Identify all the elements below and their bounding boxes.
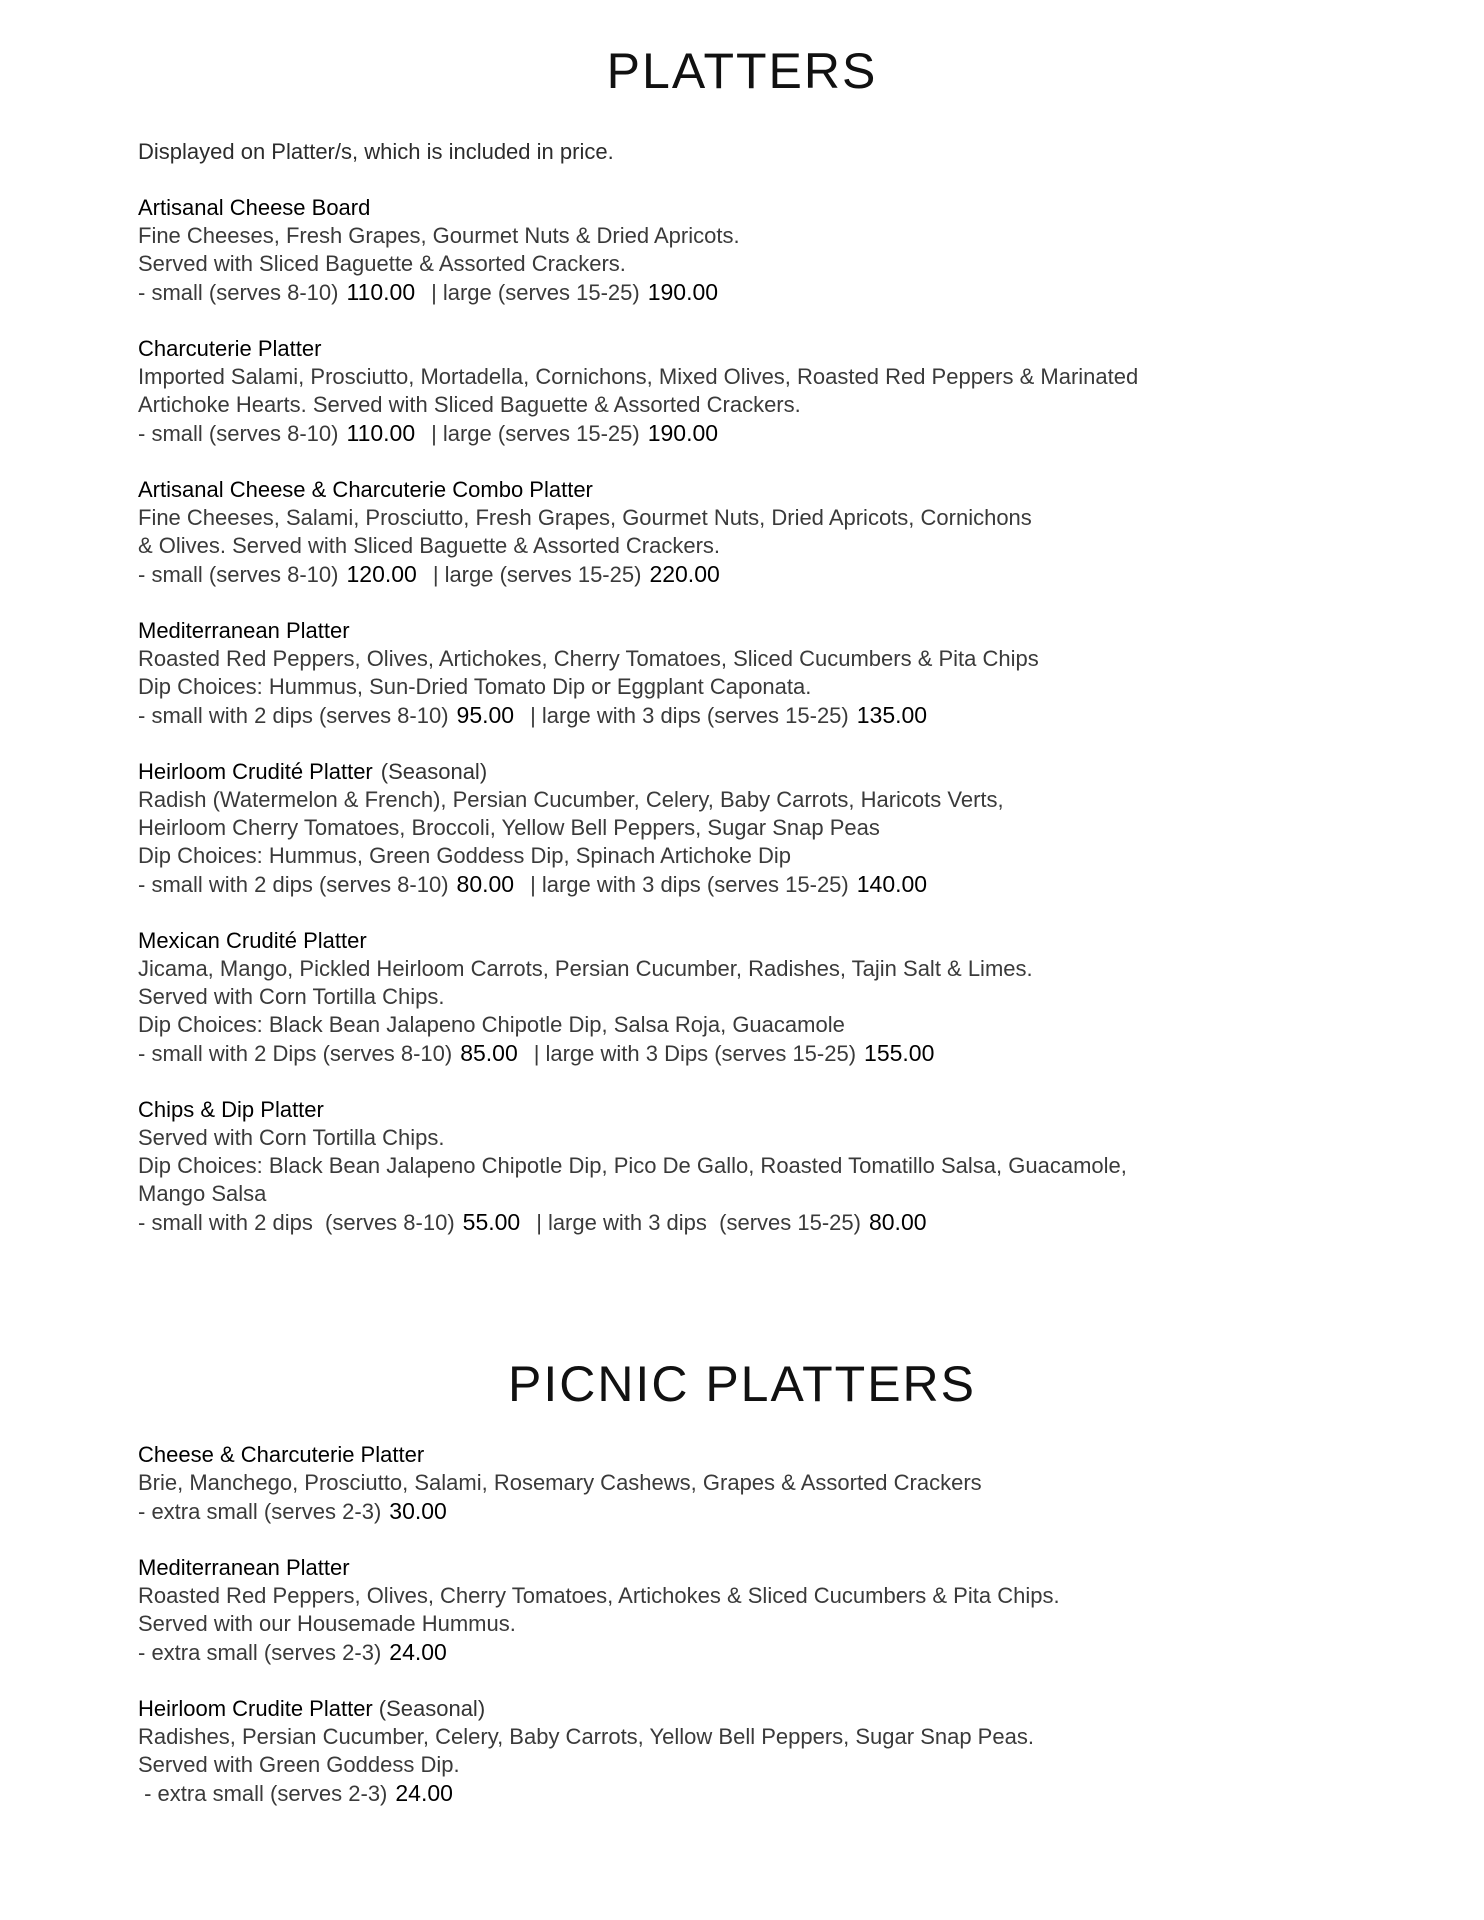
item-title: Charcuterie Platter — [138, 336, 322, 361]
small-price: 120.00 — [346, 561, 417, 587]
menu-item — [138, 1441, 1338, 1526]
platters-list — [138, 194, 1338, 1237]
menu-item — [138, 335, 1338, 448]
price-line — [138, 278, 1338, 307]
item-title: Mediterranean Platter — [138, 1555, 350, 1580]
menu-item — [138, 1554, 1338, 1667]
menu-item — [138, 927, 1338, 1068]
menu-item — [138, 1695, 1338, 1808]
item-description: Served with Sliced Baguette & Assorted Crackers. — [138, 251, 626, 276]
large-size-label: large (serves 15-25) — [442, 421, 640, 446]
price-line — [138, 419, 1338, 448]
small-price: 110.00 — [346, 279, 416, 305]
item-title: Cheese & Charcuterie Platter — [138, 1442, 425, 1467]
large-price: 190.00 — [647, 420, 719, 446]
item-description: Dip Choices: Black Bean Jalapeno Chipotle Dip, Salsa Roja, Guacamole — [138, 1012, 845, 1037]
item-description: Roasted Red Peppers, Olives, Artichokes, Cherry Tomatoes, Sliced Cucumbers & Pita Chips — [138, 646, 1039, 671]
size-label: - extra small (serves 2-3) — [138, 1499, 382, 1524]
item-description: Fine Cheeses, Fresh Grapes, Gourmet Nuts & Dried Apricots. — [138, 223, 740, 248]
item-description: Dip Choices: Black Bean Jalapeno Chipotle Dip, Pico De Gallo, Roasted Tomatillo Salsa, Guacamole, — [138, 1153, 1127, 1178]
menu-item — [138, 1096, 1338, 1237]
item-description: Roasted Red Peppers, Olives, Cherry Tomatoes, Artichokes & Sliced Cucumbers & Pita Chips. — [138, 1583, 1060, 1608]
menu-item — [138, 758, 1338, 899]
large-size-label: large with 3 dips (serves 15-25) — [541, 872, 849, 897]
large-price: 155.00 — [864, 1040, 935, 1066]
small-price: 55.00 — [462, 1209, 521, 1235]
separator: | — [432, 562, 439, 587]
item-description: Artichoke Hearts. Served with Sliced Baguette & Assorted Crackers. — [138, 392, 801, 417]
platters-intro: Displayed on Platter/s, which is included in price. — [138, 139, 614, 164]
item-description: Radishes, Persian Cucumber, Celery, Baby Carrots, Yellow Bell Peppers, Sugar Snap Peas. — [138, 1724, 1034, 1749]
seasonal-note: (Seasonal) — [378, 1696, 486, 1721]
price-line — [138, 701, 1338, 730]
item-title: Heirloom Crudité Platter — [138, 759, 373, 784]
small-size-label: - small with 2 Dips (serves 8-10) — [138, 1041, 453, 1066]
large-size-label: large (serves 15-25) — [444, 562, 642, 587]
item-description: Imported Salami, Prosciutto, Mortadella, Cornichons, Mixed Olives, Roasted Red Peppers & Marinated — [138, 364, 1139, 389]
large-size-label: large with 3 dips (serves 15-25) — [547, 1210, 861, 1235]
item-description: Served with Corn Tortilla Chips. — [138, 1125, 445, 1150]
price-line — [138, 1039, 1338, 1068]
item-description: Served with Corn Tortilla Chips. — [138, 984, 445, 1009]
price-line — [138, 870, 1338, 899]
price: 24.00 — [389, 1639, 447, 1665]
item-description: Fine Cheeses, Salami, Prosciutto, Fresh Grapes, Gourmet Nuts, Dried Apricots, Cornichons — [138, 505, 1032, 530]
item-title: Mexican Crudité Platter — [138, 928, 367, 953]
separator: | — [431, 280, 437, 305]
item-description: Dip Choices: Hummus, Green Goddess Dip, Spinach Artichoke Dip — [138, 843, 791, 868]
large-size-label: large with 3 Dips (serves 15-25) — [545, 1041, 857, 1066]
price-line — [138, 1497, 1338, 1526]
separator: | — [530, 703, 536, 728]
small-price: 95.00 — [456, 702, 515, 728]
item-description: Radish (Watermelon & French), Persian Cucumber, Celery, Baby Carrots, Haricots Verts, — [138, 787, 1004, 812]
item-description: Brie, Manchego, Prosciutto, Salami, Rosemary Cashews, Grapes & Assorted Crackers — [138, 1470, 982, 1495]
item-description: Dip Choices: Hummus, Sun-Dried Tomato Dip or Eggplant Caponata. — [138, 674, 812, 699]
price: 30.00 — [389, 1498, 447, 1524]
large-price: 140.00 — [856, 871, 928, 897]
item-description: & Olives. Served with Sliced Baguette & Assorted Crackers. — [138, 533, 721, 558]
price-line — [138, 1208, 1338, 1237]
small-size-label: - small with 2 dips (serves 8-10) — [138, 703, 449, 728]
separator: | — [533, 1041, 540, 1066]
small-size-label: - small with 2 dips (serves 8-10) — [138, 1210, 455, 1235]
platters-heading: PLATTERS — [606, 43, 878, 99]
large-size-label: large with 3 dips (serves 15-25) — [541, 703, 849, 728]
large-price: 190.00 — [647, 279, 719, 305]
small-size-label: - small (serves 8-10) — [138, 280, 339, 305]
menu-item — [138, 194, 1338, 307]
small-size-label: - small (serves 8-10) — [138, 562, 339, 587]
price: 24.00 — [395, 1780, 453, 1806]
item-description: Mango Salsa — [138, 1181, 267, 1206]
price-line — [138, 1779, 1338, 1808]
item-title: Mediterranean Platter — [138, 618, 350, 643]
price-line — [138, 1638, 1338, 1667]
item-title: Chips & Dip Platter — [138, 1097, 324, 1122]
small-price: 80.00 — [456, 871, 515, 897]
item-description: Jicama, Mango, Pickled Heirloom Carrots, Persian Cucumber, Radishes, Tajin Salt & Limes. — [138, 956, 1033, 981]
item-description: Served with Green Goddess Dip. — [138, 1752, 460, 1777]
item-title: Heirloom Crudite Platter — [138, 1696, 373, 1721]
small-size-label: - small (serves 8-10) — [138, 421, 339, 446]
item-description: Heirloom Cherry Tomatoes, Broccoli, Yellow Bell Peppers, Sugar Snap Peas — [138, 815, 880, 840]
separator: | — [530, 872, 536, 897]
large-price: 135.00 — [856, 702, 928, 728]
menu-item — [138, 476, 1338, 589]
small-size-label: - small with 2 dips (serves 8-10) — [138, 872, 449, 897]
price-line — [138, 560, 1338, 589]
picnic-list — [138, 1441, 1338, 1808]
item-title: Artisanal Cheese Board — [138, 195, 371, 220]
large-price: 220.00 — [649, 561, 720, 587]
seasonal-note: (Seasonal) — [380, 759, 488, 784]
item-title: Artisanal Cheese & Charcuterie Combo Platter — [138, 477, 593, 502]
large-size-label: large (serves 15-25) — [442, 280, 640, 305]
small-price: 85.00 — [460, 1040, 518, 1066]
size-label: - extra small (serves 2-3) — [138, 1781, 388, 1806]
item-description: Served with our Housemade Hummus. — [138, 1611, 516, 1636]
menu-item — [138, 617, 1338, 730]
separator: | — [536, 1210, 542, 1235]
small-price: 110.00 — [346, 420, 416, 446]
picnic-platters-heading: PICNIC PLATTERS — [507, 1356, 977, 1412]
size-label: - extra small (serves 2-3) — [138, 1640, 382, 1665]
large-price: 80.00 — [868, 1209, 927, 1235]
separator: | — [431, 421, 437, 446]
